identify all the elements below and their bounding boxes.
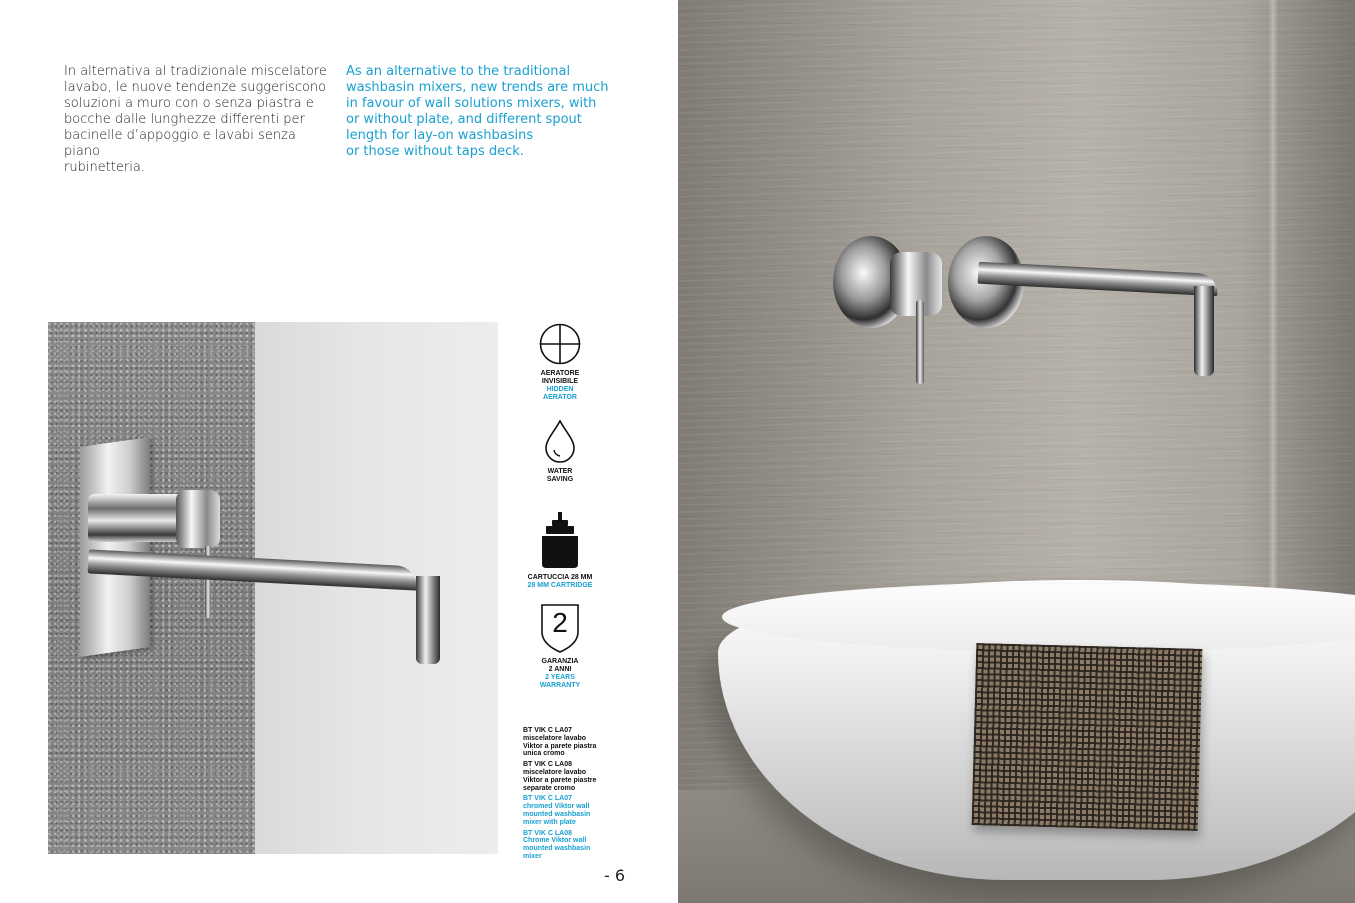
- water-drop-icon: [542, 418, 578, 464]
- feature-cartridge-label-it: CARTUCCIA 28 MM: [527, 574, 593, 581]
- photo-mixer-plate: [80, 437, 150, 657]
- product-codes: [523, 727, 623, 864]
- warranty-shield-icon: [539, 602, 581, 654]
- feature-water-saving: [514, 418, 606, 510]
- feature-cartridge-label-en: 28 MM CARTRIDGE: [527, 582, 593, 589]
- photo-mixer-lever: [916, 300, 924, 384]
- feature-cartridge: [514, 510, 606, 602]
- photo-mixer-handle: [176, 490, 220, 548]
- product-code-en-la08: BT VIK C LA08 Chrome Viktor wall mounted washbasin mixer: [523, 829, 591, 860]
- photo-mixer-spout-outlet: [1194, 286, 1214, 376]
- intro-text-italian: In alternativa al tradizionale miscelatore lavabo, le nuove tendenze suggeriscono soluzioni a muro con o senza piastra e bocche dalle lunghezze differenti per bacinelle d’appoggio e lavabi senza piano rubinetteria.: [64, 64, 327, 175]
- feature-water-saving-label: WATER SAVING: [546, 468, 574, 483]
- lifestyle-photo-bathroom: [678, 0, 1355, 903]
- product-photo-wall-mixer: [48, 322, 498, 854]
- photo-mixer-spout-outlet: [416, 576, 440, 664]
- page-number: - 6: [604, 866, 626, 885]
- product-code-it-la07: BT VIK C LA07 miscelatore lavabo Viktor a parete piastra unica cromo: [523, 727, 597, 758]
- feature-warranty-label-en: 2 YEARS WARRANTY: [539, 674, 581, 689]
- product-code-en-la07: BT VIK C LA07 chromed Viktor wall mounted washbasin mixer with plate: [523, 795, 591, 826]
- aerator-icon: [538, 322, 582, 366]
- feature-warranty-label-it: GARANZIA 2 ANNI: [541, 658, 579, 673]
- photo-towel: [972, 643, 1203, 831]
- warranty-badge-number: 2: [552, 607, 568, 638]
- feature-aerator-label-it: AERATORE INVISIBILE: [540, 370, 580, 385]
- product-code-it-la08: BT VIK C LA08 miscelatore lavabo Viktor a parete piastre separate cromo: [523, 761, 597, 792]
- cartridge-icon: [538, 510, 582, 570]
- feature-aerator-label-en: HIDDEN AERATOR: [543, 386, 577, 401]
- feature-list: [514, 322, 606, 690]
- intro-text-english: As an alternative to the traditional washbasin mixers, new trends are much in favour of wall solutions mixers, with or without plate, and different spout length for lay-on washbasins or those without taps deck.: [346, 64, 609, 159]
- feature-aerator: [514, 322, 606, 418]
- feature-warranty: [514, 602, 606, 690]
